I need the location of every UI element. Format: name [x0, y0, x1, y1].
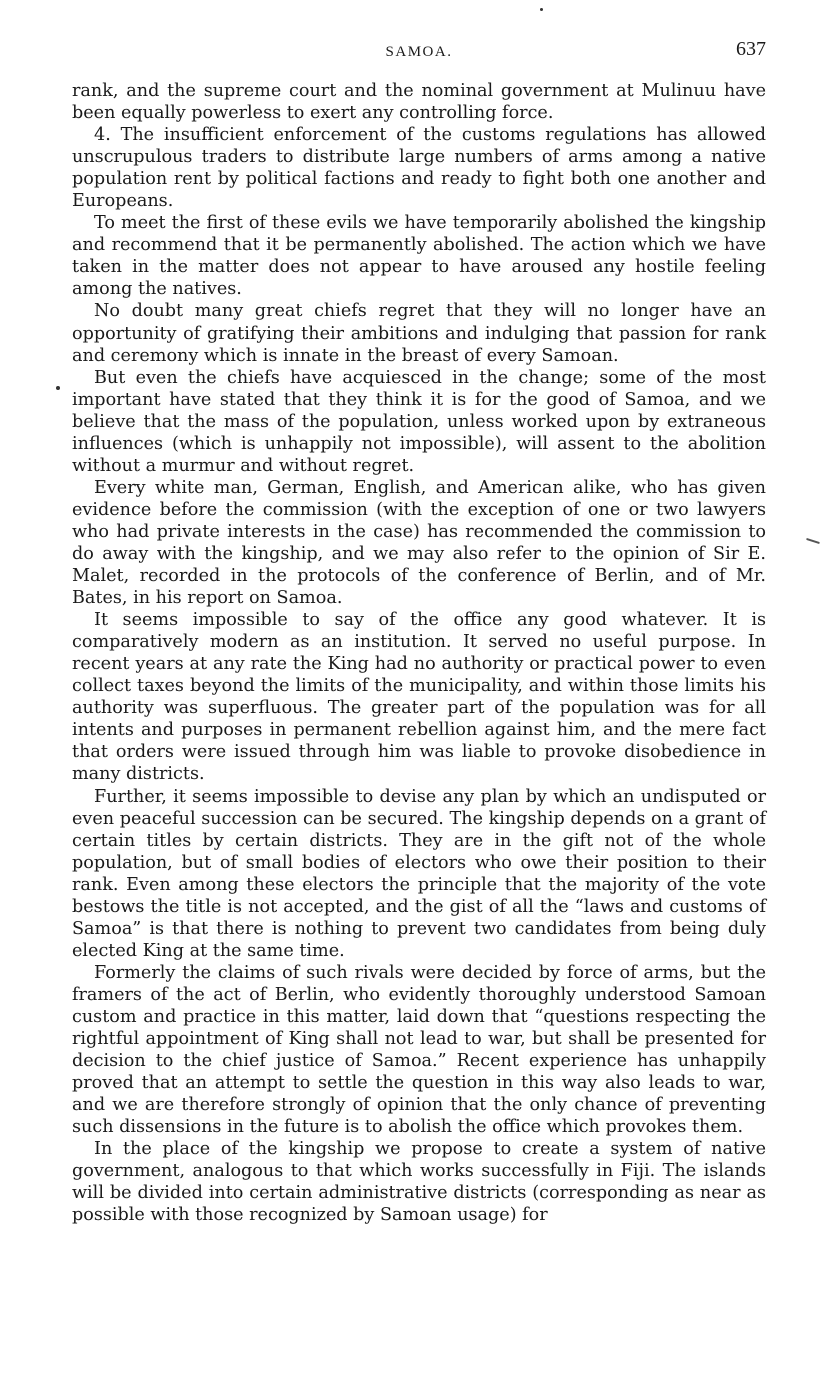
paragraph: Formerly the claims of such rivals were decided by force of arms, but the framers of the act of Berlin, who evidently thoroughly understood Samoan custom and practice in this matter, laid down that “questions respecting the rightful appointment of King shall not lead to war, but shall be presented for decision to the chief justice of Samoa.” Recent experience has unhappily proved that an attempt to settle the question in this way also leads to war, and we are therefore strongly of opinion that the only chance of preventing such dissensions in the future is to abolish the office which provokes them. — [72, 962, 766, 1138]
print-speck — [540, 8, 543, 11]
paragraph: No doubt many great chiefs regret that they will no longer have an opportunity of gratifying their ambitions and indulging that passion for rank and ceremony which is innate in the breast of every Samoan. — [72, 301, 766, 366]
margin-bullet-mark — [56, 386, 60, 390]
paragraph: To meet the first of these evils we have temporarily abolished the kingship and recommend that it be permanently abolished. The action which we have taken in the matter does not appear to have aroused any hostile feeling among the natives. — [72, 213, 766, 300]
paragraph: Every white man, German, English, and American alike, who has given evidence before the commission (with the exception of one or two lawyers who had private interests in the case) has recommended the commission to do away with the kingship, and we may also refer to the opinion of Sir E. Malet, recorded in the protocols of the conference of Berlin, and of Mr. Bates, in his report on Samoa. — [72, 477, 766, 609]
paragraph: 4. The insufficient enforcement of the customs regulations has allowed unscrupulous traders to distribute large numbers of arms among a native population rent by political factions and ready to fight both one another and Europeans. — [72, 125, 766, 212]
paragraph: rank, and the supreme court and the nominal government at Mulinuu have been equally powerless to exert any controlling force. — [72, 81, 766, 124]
paragraph: It seems impossible to say of the office any good whatever. It is comparatively modern as an institution. It served no useful purpose. In recent years at any rate the King had no authority or practical power to even collect taxes beyond the limits of the municipality, and within those limits his authority was superfluous. The greater part of the population was for all intents and purposes in permanent rebellion against him, and the mere fact that orders were issued through him was liable to provoke disobedience in many districts. — [72, 610, 766, 785]
running-title: SAMOA. — [385, 44, 453, 60]
paragraph: But even the chiefs have acquiesced in the change; some of the most important have stated that they think it is for the good of Samoa, and we believe that the mass of the population, unless worked upon by extraneous influences (which is unhappily not impossible), will assent to the abolition without a murmur and without regret. — [72, 367, 766, 476]
body-text — [72, 80, 766, 1226]
page-number: 637 — [736, 38, 766, 60]
margin-pencil-mark — [806, 538, 820, 544]
paragraph: In the place of the kingship we propose to create a system of native government, analogous to that which works successfully in Fiji. The islands will be divided into certain administrative districts (corresponding as near as possible with those recognized by Samoan usage) for — [72, 1139, 766, 1226]
running-header — [72, 38, 766, 64]
paragraph: Further, it seems impossible to devise any plan by which an undisputed or even peaceful succession can be secured. The kingship depends on a grant of certain titles by certain districts. They are in the gift not of the whole population, but of small bodies of electors who owe their position to their rank. Even among these electors the principle that the majority of the vote bestows the title is not accepted, and the gist of all the “laws and customs of Samoa” is that there is nothing to prevent two candidates from being duly elected King at the same time. — [72, 786, 766, 961]
